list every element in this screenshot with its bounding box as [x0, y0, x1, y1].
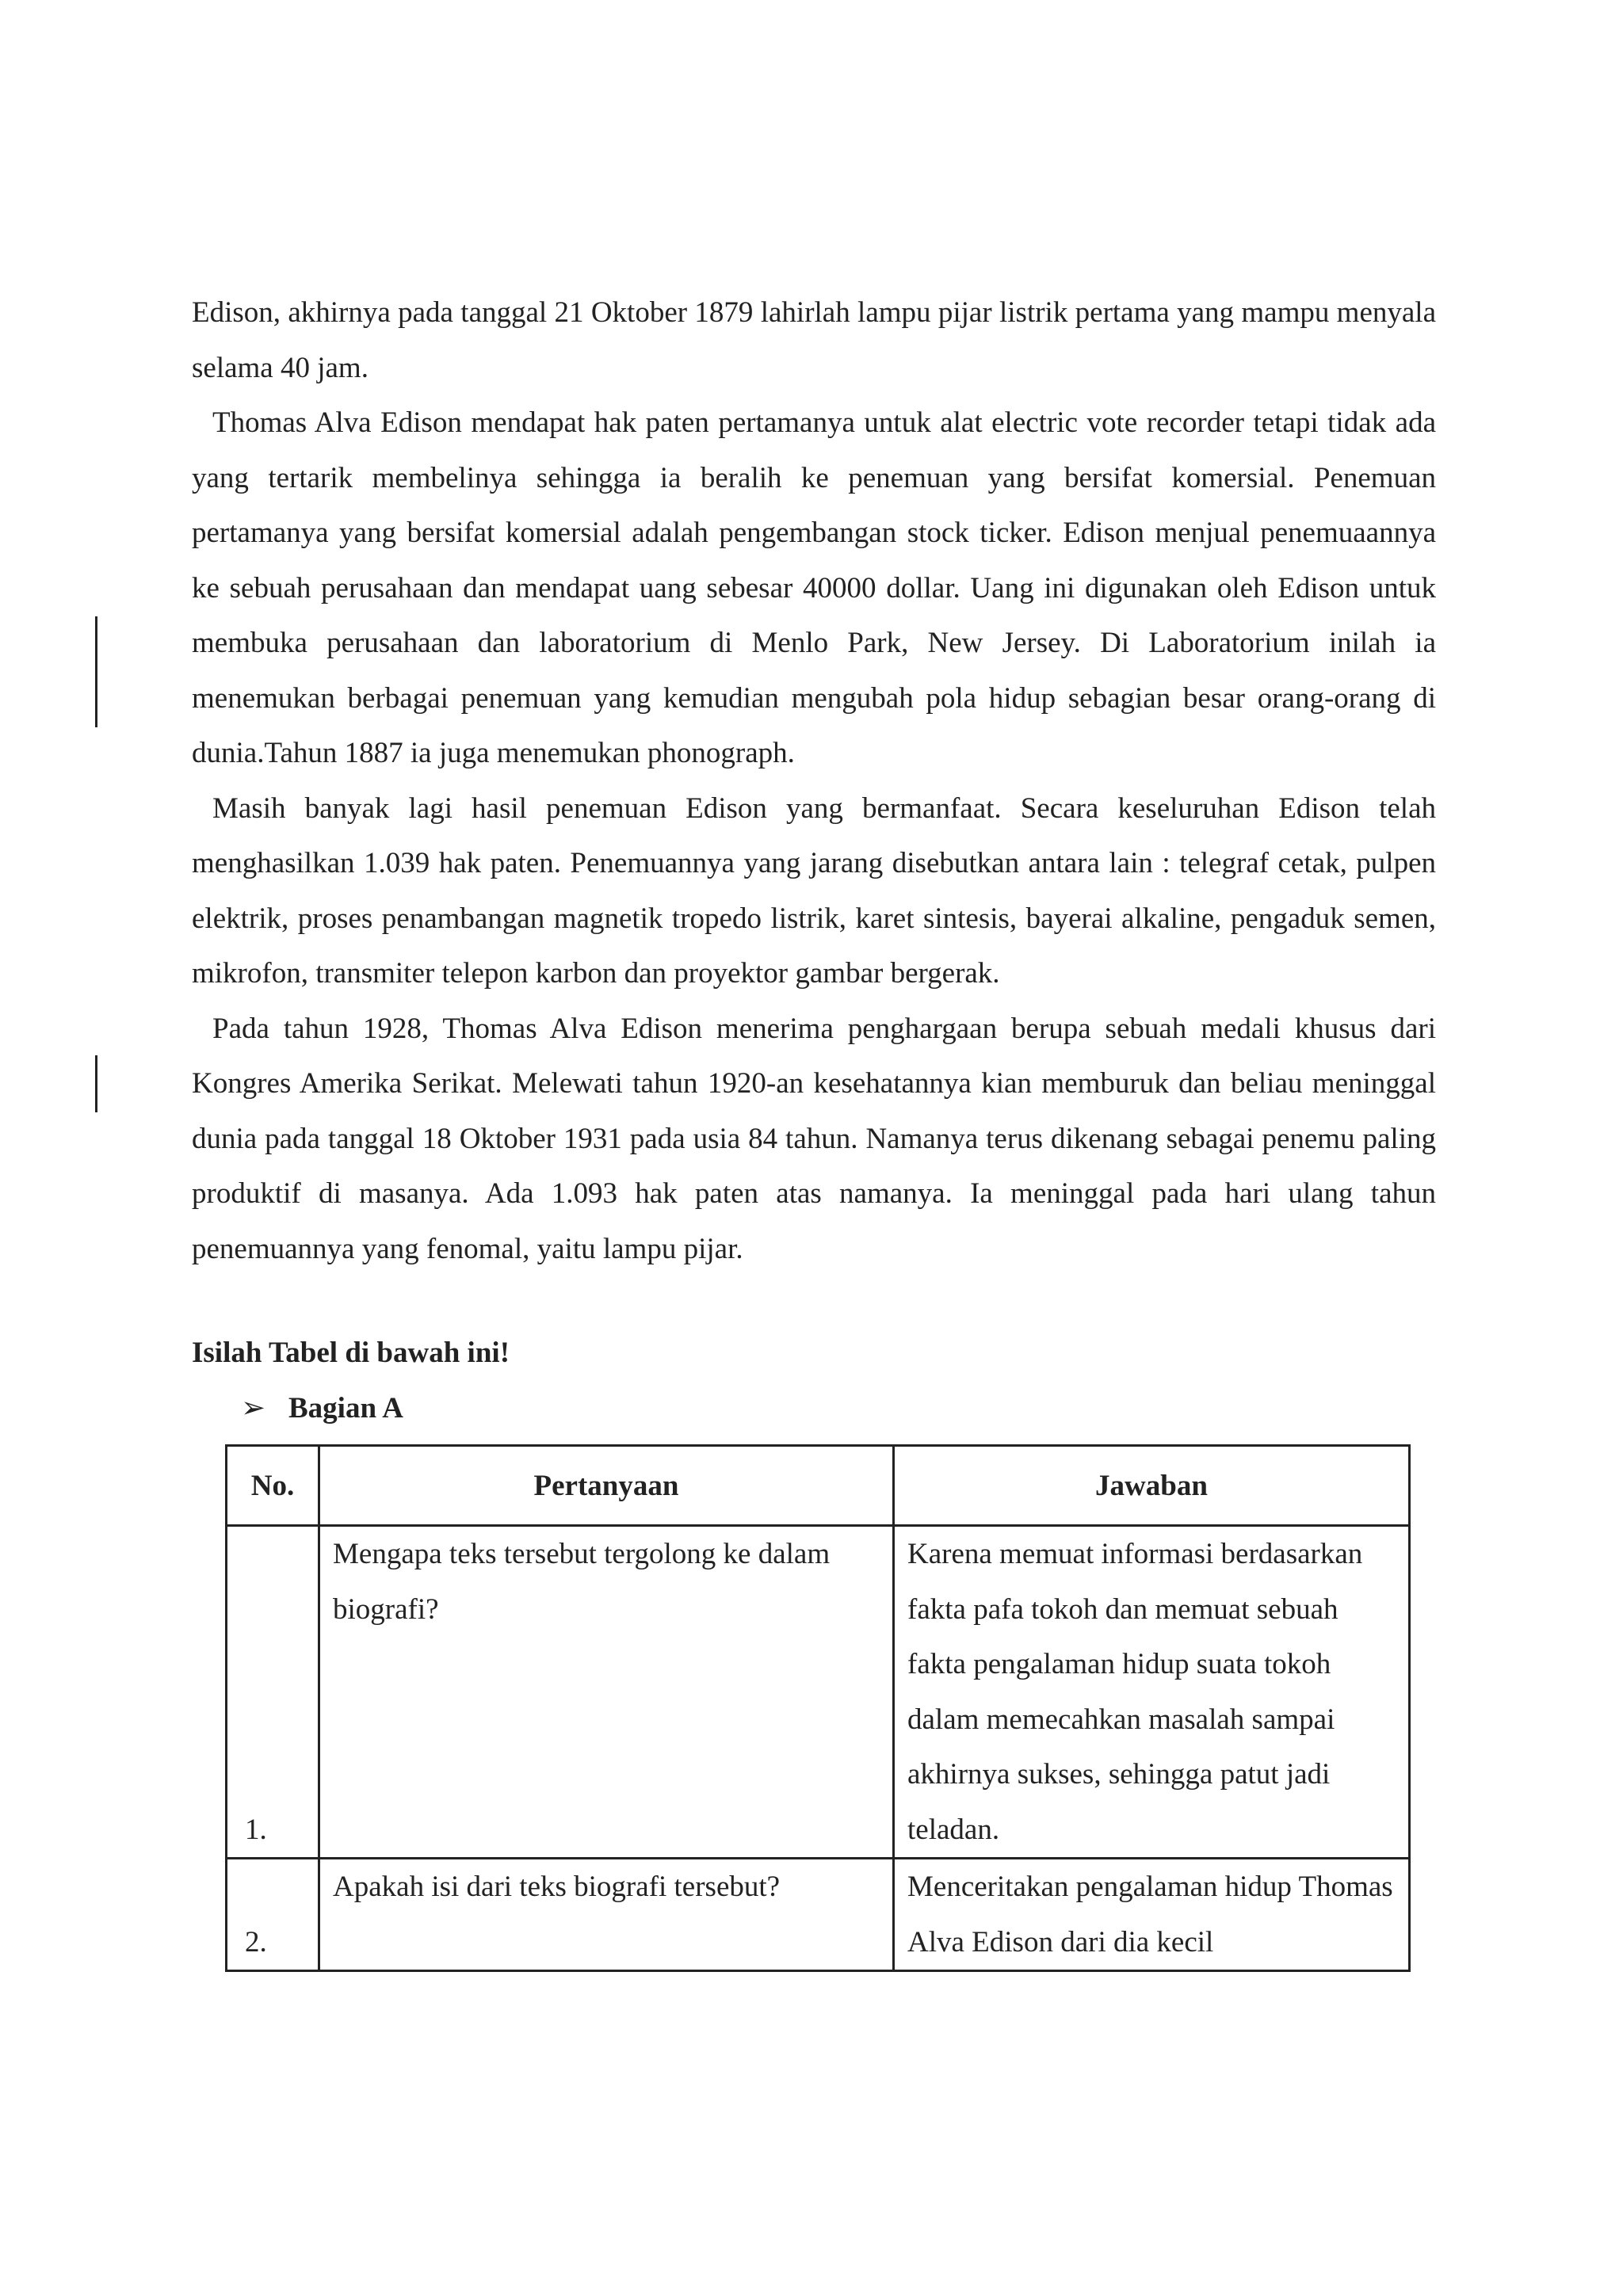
arrow-bullet-icon: ➢	[241, 1391, 266, 1425]
row-number: 1.	[227, 1526, 319, 1859]
header-no: No.	[227, 1446, 319, 1526]
table-row	[227, 1859, 1410, 1971]
instruction-heading: Isilah Tabel di bawah ini!	[192, 1337, 510, 1369]
paragraph: Thomas Alva Edison mendapat hak paten pertamanya untuk alat electric vote recorder tetapi tidak ada yang tertarik membelinya sehingga ia beralih ke penemuan yang bersifat komersial. Penemuan pertamanya yang bersifat komersial adalah pengembangan stock ticker. Edison menjual penemuaannya ke sebuah perusahaan dan mendapat uang sebesar 40000 dollar. Uang ini digunakan oleh Edison untuk membuka perusahaan dan laboratorium di Menlo Park, New Jersey. Di Laboratorium inilah ia menemukan berbagai penemuan yang kemudian mengubah pola hidup sebagian besar orang-orang di dunia.Tahun 1887 ia juga menemukan phonograph.	[192, 406, 1436, 769]
section-heading	[241, 1381, 1436, 1436]
paragraph: Pada tahun 1928, Thomas Alva Edison menerima penghargaan berupa sebuah medali khusus dari Kongres Amerika Serikat. Melewati tahun 1920-an kesehatannya kian memburuk dan beliau meninggal dunia pada tanggal 18 Oktober 1931 pada usia 84 tahun. Namanya terus dikenang sebagai penemu paling produktif di masanya. Ada 1.093 hak paten atas namanya. Ia meninggal pada hari ulang tahun penemuannya yang fenomal, yaitu lampu pijar.	[192, 1012, 1436, 1265]
question-cell: Mengapa teks tersebut tergolong ke dalam biografi?	[319, 1526, 894, 1859]
question-table	[225, 1444, 1411, 1972]
revision-bar	[95, 616, 97, 727]
answer-cell: Menceritakan pengalaman hidup Thomas Alva Edison dari dia kecil	[894, 1859, 1410, 1971]
document-body	[192, 285, 1436, 1436]
section-title: Bagian A	[288, 1391, 403, 1425]
table-header-row	[227, 1446, 1410, 1526]
table-row	[227, 1526, 1410, 1859]
row-number: 2.	[227, 1859, 319, 1971]
paragraph: Edison, akhirnya pada tanggal 21 Oktober 1879 lahirlah lampu pijar listrik pertama yang mampu menyala selama 40 jam.	[192, 296, 1436, 384]
revision-bar	[95, 1055, 97, 1112]
question-cell: Apakah isi dari teks biografi tersebut?	[319, 1859, 894, 1971]
header-question: Pertanyaan	[319, 1446, 894, 1526]
paragraph: Masih banyak lagi hasil penemuan Edison yang bermanfaat. Secara keseluruhan Edison telah menghasilkan 1.039 hak paten. Penemuannya yang jarang disebutkan antara lain : telegraf cetak, pulpen elektrik, proses penambangan magnetik tropedo listrik, karet sintesis, bayerai alkaline, pengaduk semen, mikrofon, transmiter telepon karbon dan proyektor gambar bergerak.	[192, 791, 1436, 990]
header-answer: Jawaban	[894, 1446, 1410, 1526]
answer-cell: Karena memuat informasi berdasarkan fakta pafa tokoh dan memuat sebuah fakta pengalaman hidup suata tokoh dalam memecahkan masalah sampai akhirnya sukses, sehingga patut jadi teladan.	[894, 1526, 1410, 1859]
